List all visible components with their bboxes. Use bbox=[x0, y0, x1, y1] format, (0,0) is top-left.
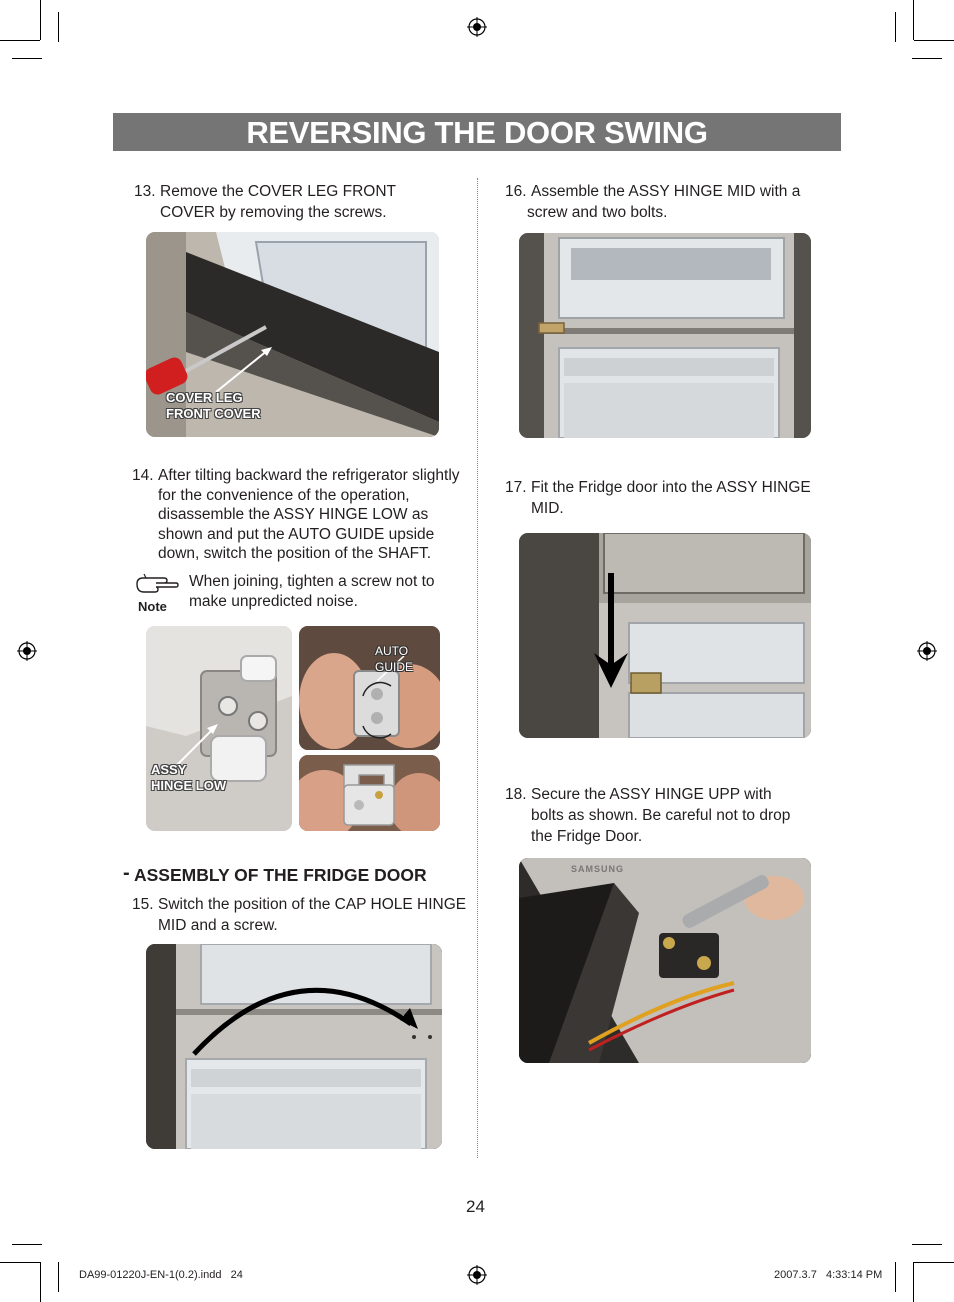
note-label: Note bbox=[138, 599, 167, 614]
step-16 bbox=[505, 182, 835, 224]
pointing-hand-icon bbox=[134, 570, 180, 596]
registration-mark-icon bbox=[17, 641, 37, 661]
step-text-line: for the convenience of the operation, bbox=[158, 487, 410, 504]
callout-line: ASSY bbox=[151, 762, 187, 777]
callout-assy-hinge-low bbox=[151, 762, 226, 794]
callout-line: HINGE LOW bbox=[151, 778, 227, 793]
step-number: 18. bbox=[505, 786, 527, 803]
step-17 bbox=[505, 478, 835, 520]
step-number: 17. bbox=[505, 479, 527, 496]
step-13 bbox=[134, 182, 464, 224]
step-text-line: MID. bbox=[531, 500, 564, 517]
crop-mark bbox=[12, 1244, 42, 1245]
crop-mark bbox=[914, 1262, 954, 1263]
step-text-line: MID and a screw. bbox=[158, 917, 278, 934]
photo-illustration bbox=[519, 858, 811, 1063]
step-18 bbox=[505, 785, 835, 849]
step-text-line: down, switch the position of the SHAFT. bbox=[158, 545, 432, 562]
callout-cover-leg-front-cover bbox=[166, 390, 261, 422]
registration-mark-icon bbox=[917, 641, 937, 661]
step-number: 15. bbox=[132, 896, 154, 913]
step-text-line: disassemble the ASSY HINGE LOW as bbox=[158, 506, 429, 523]
crop-mark bbox=[912, 58, 942, 59]
brand-label: SAMSUNG bbox=[571, 864, 625, 874]
note-text bbox=[189, 572, 435, 612]
photo-assy-hinge-upp bbox=[519, 858, 811, 1063]
photo-illustration bbox=[299, 755, 440, 831]
crop-mark bbox=[40, 1262, 41, 1302]
crop-mark bbox=[895, 12, 896, 42]
step-text-line: shown and put the AUTO GUIDE upside bbox=[158, 526, 435, 543]
crop-mark bbox=[58, 1262, 59, 1292]
step-number: 13. bbox=[134, 183, 156, 200]
photo-illustration bbox=[146, 944, 442, 1149]
photo-assy-hinge-mid bbox=[519, 233, 811, 438]
step-number: 14. bbox=[132, 467, 154, 484]
crop-mark bbox=[12, 58, 42, 59]
photo-cover-leg-front-cover bbox=[146, 232, 439, 437]
step-text-line: Assemble the ASSY HINGE MID with a bbox=[531, 183, 801, 200]
section-dash: - bbox=[123, 862, 130, 884]
step-15 bbox=[132, 895, 472, 937]
photo-illustration bbox=[146, 626, 292, 831]
note-line: make unpredicted noise. bbox=[189, 593, 358, 610]
photo-cap-hole-hinge-mid bbox=[146, 944, 442, 1149]
registration-mark-icon bbox=[467, 17, 487, 37]
callout-line: COVER LEG bbox=[166, 390, 243, 405]
note-line: When joining, tighten a screw not to bbox=[189, 573, 435, 590]
callout-auto-guide: AUTO GUIDE bbox=[375, 644, 414, 674]
step-text-line: Remove the COVER LEG FRONT bbox=[160, 183, 397, 200]
callout-line: FRONT COVER bbox=[166, 406, 261, 421]
crop-mark bbox=[895, 1262, 896, 1292]
photo-assy-hinge-low bbox=[146, 626, 292, 831]
photo-illustration bbox=[519, 533, 811, 738]
step-text-line: After tilting backward the refrigerator slightly bbox=[158, 467, 460, 484]
photo-auto-guide bbox=[299, 626, 440, 750]
column-divider bbox=[477, 178, 478, 1158]
crop-mark bbox=[40, 0, 41, 40]
footer-timestamp: 2007.3.7 4:33:14 PM bbox=[774, 1269, 883, 1281]
step-text-line: Fit the Fridge door into the ASSY HINGE bbox=[531, 479, 811, 496]
step-text-line: screw and two bolts. bbox=[527, 204, 668, 221]
step-14 bbox=[132, 466, 472, 566]
crop-mark bbox=[0, 1262, 40, 1263]
registration-mark-icon bbox=[467, 1265, 487, 1285]
footer-file-info: DA99-01220J-EN-1(0.2).indd 24 bbox=[79, 1269, 243, 1281]
photo-auto-guide-flipped bbox=[299, 755, 440, 831]
step-text-line: Switch the position of the CAP HOLE HINGE bbox=[158, 896, 467, 913]
photo-fit-fridge-door bbox=[519, 533, 811, 738]
crop-mark bbox=[912, 1244, 942, 1245]
page-number: 24 bbox=[466, 1197, 485, 1216]
photo-illustration bbox=[519, 233, 811, 438]
section-title: ASSEMBLY OF THE FRIDGE DOOR bbox=[134, 865, 427, 885]
crop-mark bbox=[913, 0, 914, 40]
step-text-line: COVER by removing the screws. bbox=[160, 204, 387, 221]
crop-mark bbox=[0, 40, 40, 41]
step-text-line: bolts as shown. Be careful not to drop bbox=[531, 807, 791, 824]
step-text-line: Secure the ASSY HINGE UPP with bbox=[531, 786, 772, 803]
crop-mark bbox=[914, 40, 954, 41]
step-text-line: the Fridge Door. bbox=[531, 828, 643, 845]
page-title: REVERSING THE DOOR SWING bbox=[246, 115, 708, 150]
step-number: 16. bbox=[505, 183, 527, 200]
crop-mark bbox=[913, 1262, 914, 1302]
crop-mark bbox=[58, 12, 59, 42]
